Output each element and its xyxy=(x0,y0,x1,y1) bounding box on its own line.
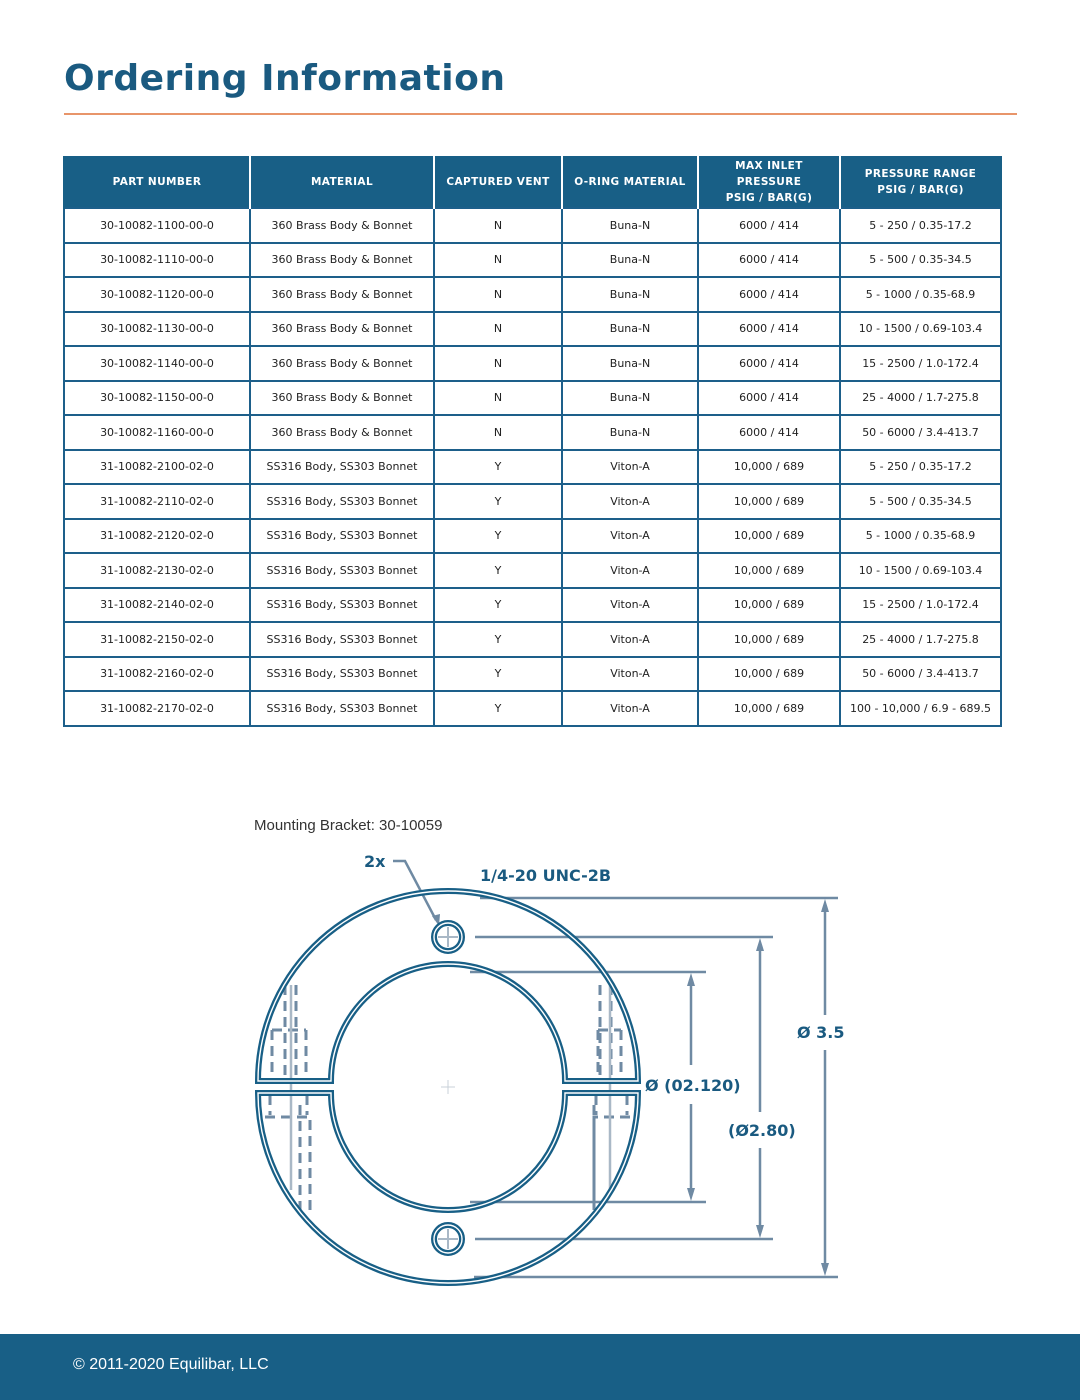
cell-pressure-range: 15 - 2500 / 1.0-172.4 xyxy=(840,588,1001,623)
table-row xyxy=(64,588,1001,623)
column-header-line: PSIG / BAR(G) xyxy=(877,183,964,196)
cell-o-ring-material: Viton-A xyxy=(562,519,698,554)
cell-part-number: 31-10082-2170-02-0 xyxy=(64,691,250,726)
cell-max-inlet-pressure: 6000 / 414 xyxy=(698,243,840,278)
cell-captured-vent: N xyxy=(434,277,562,312)
cell-o-ring-material: Buna-N xyxy=(562,346,698,381)
cell-material: 360 Brass Body & Bonnet xyxy=(250,346,434,381)
cell-max-inlet-pressure: 6000 / 414 xyxy=(698,346,840,381)
cell-o-ring-material: Viton-A xyxy=(562,484,698,519)
cell-captured-vent: N xyxy=(434,243,562,278)
table-header-row xyxy=(64,156,1001,208)
arrowheads xyxy=(432,899,829,1276)
cell-o-ring-material: Buna-N xyxy=(562,277,698,312)
cell-o-ring-material: Viton-A xyxy=(562,450,698,485)
column-header-o-ring-material xyxy=(562,156,698,208)
cell-pressure-range: 10 - 1500 / 0.69-103.4 xyxy=(840,312,1001,347)
cell-max-inlet-pressure: 6000 / 414 xyxy=(698,277,840,312)
column-header-material xyxy=(250,156,434,208)
cell-material: 360 Brass Body & Bonnet xyxy=(250,381,434,416)
cell-o-ring-material: Buna-N xyxy=(562,312,698,347)
cell-pressure-range: 5 - 250 / 0.35-17.2 xyxy=(840,208,1001,243)
arrow-icon xyxy=(687,1188,695,1201)
cell-material: SS316 Body, SS303 Bonnet xyxy=(250,450,434,485)
cell-max-inlet-pressure: 10,000 / 689 xyxy=(698,691,840,726)
bolt-circle-label: (Ø2.80) xyxy=(728,1121,796,1140)
cell-captured-vent: Y xyxy=(434,553,562,588)
cell-material: 360 Brass Body & Bonnet xyxy=(250,277,434,312)
cell-part-number: 31-10082-2100-02-0 xyxy=(64,450,250,485)
cell-pressure-range: 25 - 4000 / 1.7-275.8 xyxy=(840,622,1001,657)
cell-pressure-range: 5 - 1000 / 0.35-68.9 xyxy=(840,277,1001,312)
table-row xyxy=(64,553,1001,588)
cell-max-inlet-pressure: 10,000 / 689 xyxy=(698,484,840,519)
table-row xyxy=(64,519,1001,554)
cell-pressure-range: 5 - 1000 / 0.35-68.9 xyxy=(840,519,1001,554)
cell-captured-vent: N xyxy=(434,312,562,347)
table-row xyxy=(64,450,1001,485)
cell-pressure-range: 25 - 4000 / 1.7-275.8 xyxy=(840,381,1001,416)
table-row xyxy=(64,243,1001,278)
cell-o-ring-material: Viton-A xyxy=(562,657,698,692)
cell-pressure-range: 5 - 250 / 0.35-17.2 xyxy=(840,450,1001,485)
table-row xyxy=(64,657,1001,692)
outer-diameter-label: Ø 3.5 xyxy=(797,1023,845,1042)
cell-max-inlet-pressure: 6000 / 414 xyxy=(698,415,840,450)
cell-o-ring-material: Viton-A xyxy=(562,691,698,726)
cell-material: 360 Brass Body & Bonnet xyxy=(250,208,434,243)
cell-pressure-range: 50 - 6000 / 3.4-413.7 xyxy=(840,415,1001,450)
column-header-captured-vent xyxy=(434,156,562,208)
cell-o-ring-material: Viton-A xyxy=(562,588,698,623)
cell-pressure-range: 10 - 1500 / 0.69-103.4 xyxy=(840,553,1001,588)
title-divider xyxy=(64,113,1017,115)
cell-part-number: 31-10082-2110-02-0 xyxy=(64,484,250,519)
cell-captured-vent: Y xyxy=(434,588,562,623)
cell-material: 360 Brass Body & Bonnet xyxy=(250,243,434,278)
footer-bar xyxy=(0,1334,1080,1400)
arrow-icon xyxy=(756,1225,764,1238)
table-row xyxy=(64,381,1001,416)
cell-o-ring-material: Buna-N xyxy=(562,208,698,243)
cell-pressure-range: 50 - 6000 / 3.4-413.7 xyxy=(840,657,1001,692)
column-header-line: PRESSURE RANGE xyxy=(864,167,977,180)
cell-captured-vent: N xyxy=(434,346,562,381)
column-header-line: O-RING MATERIAL xyxy=(574,175,686,188)
page-title: Ordering Information xyxy=(64,58,506,99)
cell-max-inlet-pressure: 10,000 / 689 xyxy=(698,588,840,623)
cell-part-number: 31-10082-2160-02-0 xyxy=(64,657,250,692)
column-header-pressure-range xyxy=(840,156,1001,208)
cell-o-ring-material: Buna-N xyxy=(562,243,698,278)
cell-material: 360 Brass Body & Bonnet xyxy=(250,312,434,347)
cell-pressure-range: 15 - 2500 / 1.0-172.4 xyxy=(840,346,1001,381)
cell-part-number: 30-10082-1110-00-0 xyxy=(64,243,250,278)
cell-part-number: 31-10082-2130-02-0 xyxy=(64,553,250,588)
cell-material: SS316 Body, SS303 Bonnet xyxy=(250,691,434,726)
column-header-max-inlet-pressure xyxy=(698,156,840,208)
bracket-upper-half xyxy=(258,891,638,1081)
cell-max-inlet-pressure: 10,000 / 689 xyxy=(698,450,840,485)
cell-o-ring-material: Buna-N xyxy=(562,415,698,450)
column-header-line: PSIG / BAR(G) xyxy=(725,191,813,204)
cell-material: SS316 Body, SS303 Bonnet xyxy=(250,588,434,623)
column-header-line: MATERIAL xyxy=(310,175,374,188)
cell-max-inlet-pressure: 6000 / 414 xyxy=(698,381,840,416)
copyright-text: © 2011-2020 Equilibar, LLC xyxy=(73,1356,269,1373)
table-row xyxy=(64,484,1001,519)
cell-captured-vent: Y xyxy=(434,450,562,485)
cell-part-number: 30-10082-1120-00-0 xyxy=(64,277,250,312)
table-row xyxy=(64,208,1001,243)
cell-part-number: 31-10082-2150-02-0 xyxy=(64,622,250,657)
cell-max-inlet-pressure: 10,000 / 689 xyxy=(698,622,840,657)
cell-captured-vent: N xyxy=(434,381,562,416)
arrow-icon xyxy=(821,899,829,912)
arrow-icon xyxy=(687,973,695,986)
table-body xyxy=(64,208,1001,726)
cell-material: SS316 Body, SS303 Bonnet xyxy=(250,519,434,554)
cell-material: 360 Brass Body & Bonnet xyxy=(250,415,434,450)
cell-captured-vent: Y xyxy=(434,691,562,726)
cell-material: SS316 Body, SS303 Bonnet xyxy=(250,484,434,519)
cell-o-ring-material: Viton-A xyxy=(562,553,698,588)
inner-diameter-label: Ø (02.120) xyxy=(645,1076,741,1095)
cell-material: SS316 Body, SS303 Bonnet xyxy=(250,657,434,692)
cell-max-inlet-pressure: 10,000 / 689 xyxy=(698,553,840,588)
column-header-line: PART NUMBER xyxy=(112,175,202,188)
table-row xyxy=(64,277,1001,312)
cell-part-number: 31-10082-2140-02-0 xyxy=(64,588,250,623)
cell-part-number: 30-10082-1150-00-0 xyxy=(64,381,250,416)
cell-captured-vent: Y xyxy=(434,519,562,554)
center-mark xyxy=(441,1080,455,1094)
cell-captured-vent: Y xyxy=(434,484,562,519)
cell-part-number: 30-10082-1130-00-0 xyxy=(64,312,250,347)
cell-o-ring-material: Viton-A xyxy=(562,622,698,657)
arrow-icon xyxy=(756,938,764,951)
cell-max-inlet-pressure: 6000 / 414 xyxy=(698,208,840,243)
cell-material: SS316 Body, SS303 Bonnet xyxy=(250,553,434,588)
bracket-drawing xyxy=(0,840,1080,1320)
column-header-line: CAPTURED VENT xyxy=(446,175,550,188)
cell-max-inlet-pressure: 10,000 / 689 xyxy=(698,657,840,692)
cell-max-inlet-pressure: 10,000 / 689 xyxy=(698,519,840,554)
cell-part-number: 30-10082-1160-00-0 xyxy=(64,415,250,450)
table-row xyxy=(64,346,1001,381)
thread-spec-label: 1/4-20 UNC-2B xyxy=(480,866,612,885)
cell-captured-vent: Y xyxy=(434,622,562,657)
column-header-line: MAX INLET PRESSURE xyxy=(735,159,803,188)
ordering-table xyxy=(63,156,1002,727)
column-header-part-number xyxy=(64,156,250,208)
table-row xyxy=(64,691,1001,726)
cell-max-inlet-pressure: 6000 / 414 xyxy=(698,312,840,347)
cell-material: SS316 Body, SS303 Bonnet xyxy=(250,622,434,657)
cell-pressure-range: 5 - 500 / 0.35-34.5 xyxy=(840,243,1001,278)
cell-captured-vent: N xyxy=(434,415,562,450)
table-row xyxy=(64,312,1001,347)
cell-captured-vent: N xyxy=(434,208,562,243)
cell-captured-vent: Y xyxy=(434,657,562,692)
cell-o-ring-material: Buna-N xyxy=(562,381,698,416)
cell-part-number: 30-10082-1140-00-0 xyxy=(64,346,250,381)
table-row xyxy=(64,622,1001,657)
callout-count: 2x xyxy=(364,852,386,871)
cell-part-number: 30-10082-1100-00-0 xyxy=(64,208,250,243)
cell-part-number: 31-10082-2120-02-0 xyxy=(64,519,250,554)
arrow-icon xyxy=(821,1263,829,1276)
cell-pressure-range: 100 - 10,000 / 6.9 - 689.5 xyxy=(840,691,1001,726)
cell-pressure-range: 5 - 500 / 0.35-34.5 xyxy=(840,484,1001,519)
table-row xyxy=(64,415,1001,450)
drawing-caption: Mounting Bracket: 30-10059 xyxy=(254,817,443,834)
